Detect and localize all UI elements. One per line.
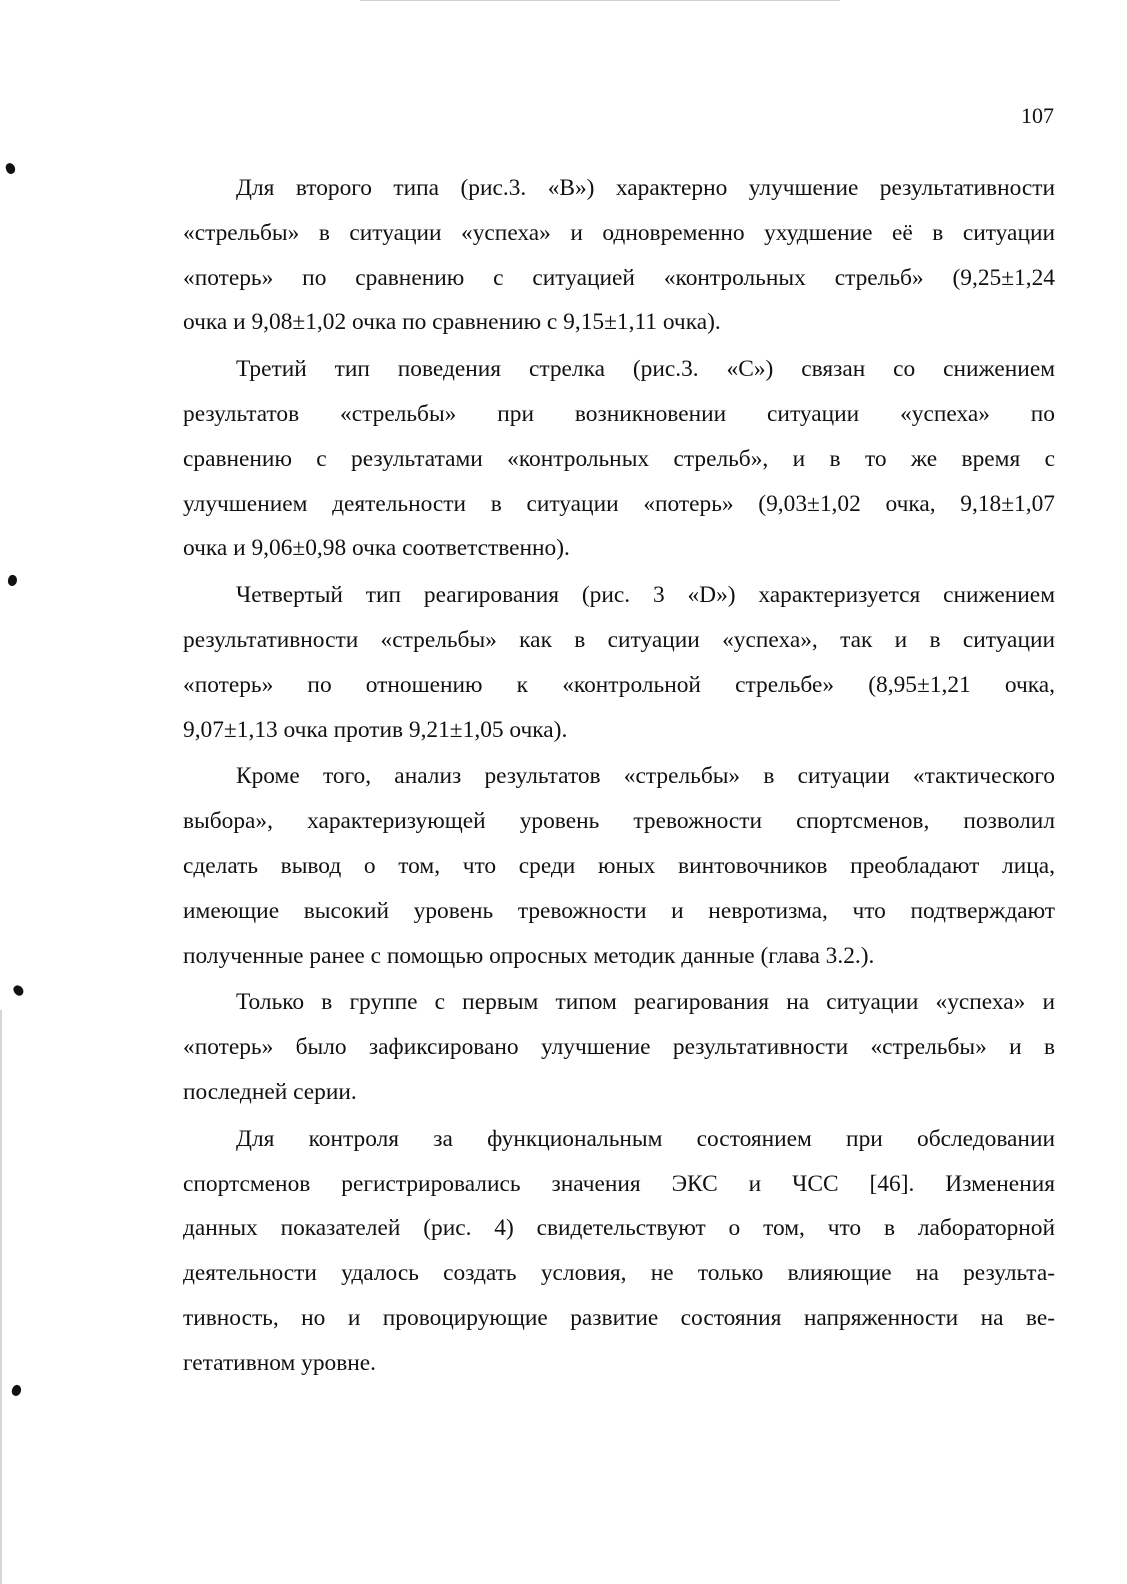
text-line: «стрельбы» в ситуации «успеха» и одновременно ухудшение её в ситуации (183, 219, 1055, 246)
binding-hole-mark (4, 162, 16, 175)
page-number: 107 (1021, 103, 1054, 128)
text-line: тивность, но и провоцирующие развитие состояния напряженности на ве- (183, 1304, 1055, 1331)
text-line: 9,07±1,13 очка против 9,21±1,05 очка). (183, 716, 568, 743)
text-line: сделать вывод о том, что среди юных винтовочников преобладают лица, (183, 852, 1055, 879)
text-line: данных показателей (рис. 4) свидетельствуют о том, что в лабораторной (183, 1215, 1055, 1242)
text-line: «потерь» по сравнению с ситуацией «контрольных стрельб» (9,25±1,24 (183, 264, 1055, 291)
binding-hole-mark (10, 1384, 23, 1398)
text-line: деятельности удалось создать условия, не только влияющие на результа- (183, 1260, 1055, 1287)
body-text (183, 166, 1055, 1388)
text-line: последней серии. (183, 1078, 357, 1105)
text-line: спортсменов регистрировались значения ЭКС и ЧСС [46]. Изменения (183, 1170, 1055, 1197)
text-line: Только в группе с первым типом реагирования на ситуации «успеха» и (236, 989, 1055, 1016)
text-line: Для контроля за функциональным состоянием при обследовании (236, 1125, 1055, 1152)
text-line: гетативном уровне. (183, 1349, 377, 1376)
text-line: «потерь» по отношению к «контрольной стрельбе» (8,95±1,21 очка, (183, 671, 1055, 698)
text-line: очка и 9,08±1,02 очка по сравнению с 9,15±1,11 очка). (183, 309, 721, 336)
scan-top-edge (360, 0, 840, 1)
paragraph (183, 573, 1055, 752)
paragraph (183, 980, 1055, 1114)
text-line: улучшением деятельности в ситуации «потерь» (9,03±1,02 очка, 9,18±1,07 (183, 490, 1055, 517)
text-line: «потерь» было зафиксировано улучшение результативности «стрельбы» и в (183, 1034, 1055, 1061)
text-line: результативности «стрельбы» как в ситуации «успеха», так и в ситуации (183, 626, 1055, 653)
paragraph (183, 347, 1055, 571)
text-line: сравнению с результатами «контрольных стрельб», и в то же время с (183, 445, 1055, 472)
text-line: Третий тип поведения стрелка (рис.3. «С») связан со снижением (236, 356, 1055, 383)
paragraph (183, 1117, 1055, 1386)
text-line: Для второго типа (рис.3. «В») характерно улучшение результативности (236, 175, 1055, 201)
text-line: выбора», характеризующей уровень тревожности спортсменов, позволил (183, 808, 1055, 835)
binding-hole-mark (7, 574, 19, 587)
text-line: Четвертый тип реагирования (рис. 3 «D») характеризуется снижением (236, 582, 1055, 609)
paragraph (183, 754, 1055, 978)
text-line: полученные ранее с помощью опросных методик данные (глава 3.2.). (183, 942, 875, 969)
text-line: результатов «стрельбы» при возникновении ситуации «успеха» по (183, 400, 1055, 427)
text-line: имеющие высокий уровень тревожности и невротизма, что подтверждают (183, 897, 1055, 924)
text-line: Кроме того, анализ результатов «стрельбы» в ситуации «тактического (236, 763, 1055, 790)
paragraph (183, 166, 1055, 345)
binding-hole-mark (12, 983, 26, 997)
scan-left-edge (0, 1010, 2, 1584)
text-line: очка и 9,06±0,98 очка соответственно). (183, 535, 570, 562)
